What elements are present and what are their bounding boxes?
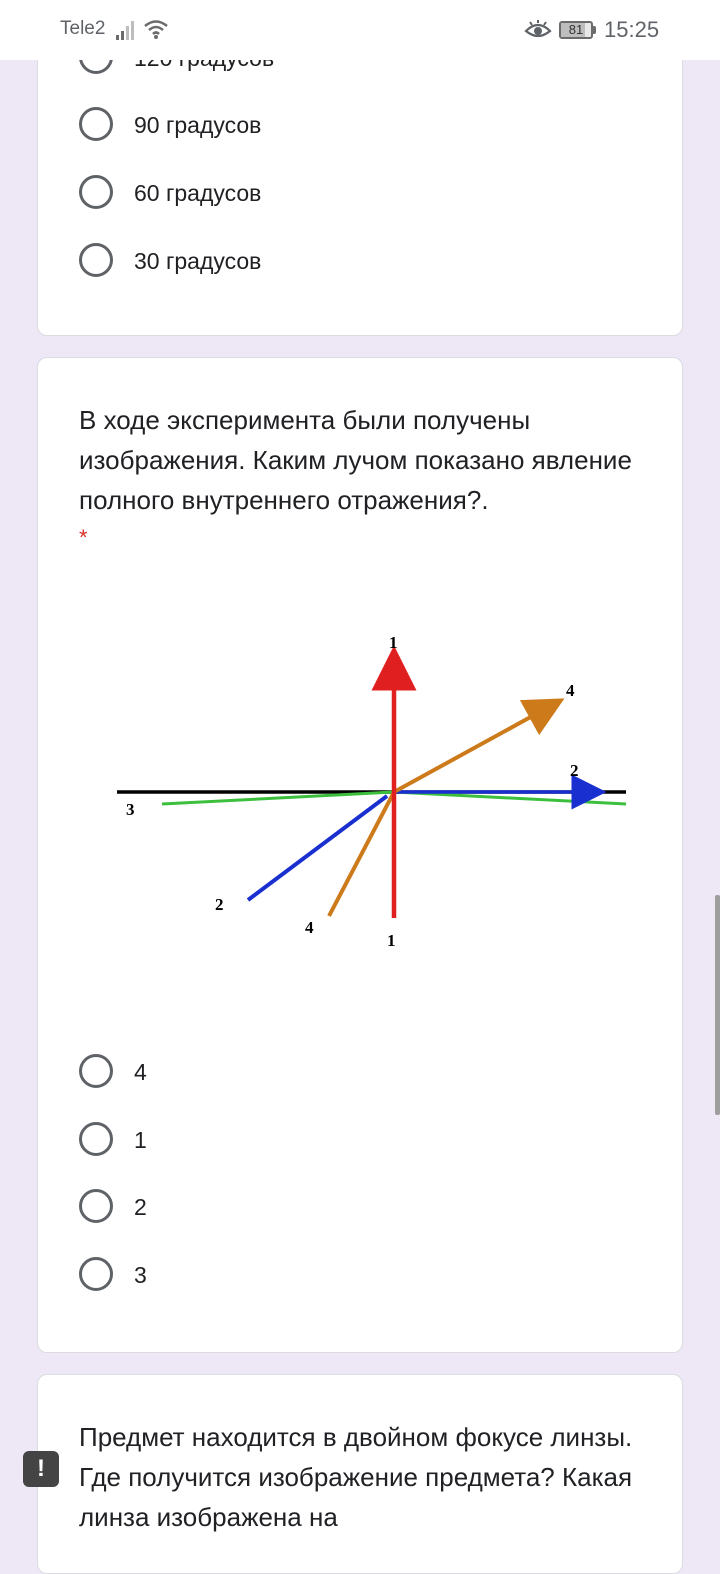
rays-diagram (111, 616, 651, 1016)
ray-4-incident (329, 792, 394, 916)
option-60[interactable] (79, 173, 639, 213)
battery-tip (593, 26, 596, 34)
option-label: 3 (134, 1262, 147, 1288)
option-label: 30 градусов (134, 248, 262, 274)
option-ray-3[interactable] (79, 1255, 639, 1295)
option-label: 4 (134, 1059, 147, 1085)
question-card-rays (37, 357, 683, 1353)
label-ray3-left: 3 (126, 800, 135, 819)
option-label: 90 градусов (134, 112, 262, 138)
radio-button[interactable] (79, 1122, 113, 1156)
label-ray2-right: 2 (570, 761, 579, 780)
scrollbar[interactable] (715, 895, 720, 1115)
question-title: В ходе эксперимента были получены изображения. Каким лучом показано явление полного внутреннего отражения?. (79, 405, 632, 515)
option-ray-4[interactable] (79, 1052, 639, 1092)
option-90[interactable] (79, 105, 639, 145)
option-label: 1 (134, 1127, 147, 1153)
clock: 15:25 (604, 17, 660, 42)
radio-button[interactable] (79, 1189, 113, 1223)
signal-icon (116, 20, 138, 40)
option-ray-2[interactable] (79, 1187, 639, 1227)
label-ray2-left: 2 (215, 895, 224, 914)
question-title: Предмет находится в двойном фокусе линзы. Где получится изображение предмета? Какая линза изображена на (79, 1422, 633, 1532)
radio-button[interactable] (79, 107, 113, 141)
radio-button[interactable] (79, 1257, 113, 1291)
option-ray-1[interactable] (79, 1120, 639, 1160)
status-bar (0, 0, 720, 60)
label-ray1-bottom: 1 (387, 931, 396, 950)
question-card-angles (37, 40, 683, 336)
report-icon[interactable]: ! (23, 1451, 59, 1487)
radio-button[interactable] (79, 175, 113, 209)
option-label: 60 градусов (134, 180, 262, 206)
label-ray4-right: 4 (566, 681, 575, 700)
option-label: 2 (134, 1194, 147, 1220)
battery-level: 81 (568, 22, 584, 37)
carrier-name: Tele2 (60, 18, 106, 39)
label-ray4-left: 4 (305, 918, 314, 937)
radio-button[interactable] (79, 1054, 113, 1088)
battery-indicator (559, 21, 593, 39)
eye-icon (524, 19, 552, 41)
option-30[interactable] (79, 241, 639, 281)
ray-4-refracted (394, 708, 547, 792)
ray-3-reflected (394, 792, 626, 804)
label-ray1-top: 1 (389, 633, 398, 652)
required-indicator: * (79, 525, 88, 550)
radio-button[interactable] (79, 243, 113, 277)
ray-3 (162, 792, 394, 804)
wifi-icon (143, 18, 169, 40)
question-card-lens (37, 1374, 683, 1574)
